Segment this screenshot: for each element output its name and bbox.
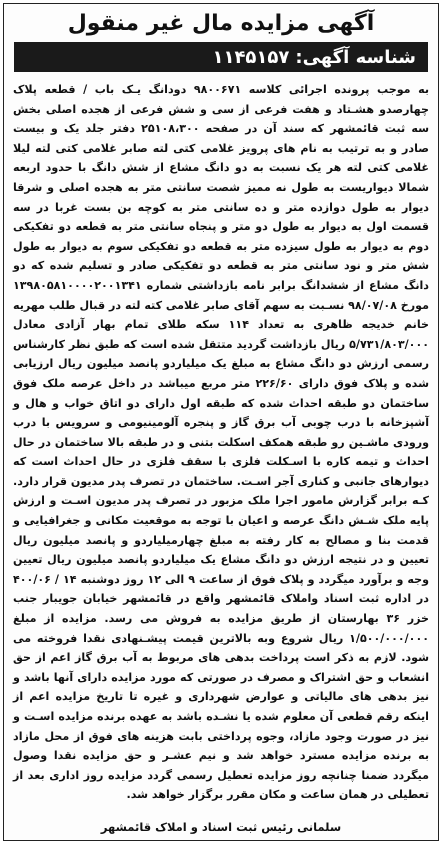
notice-id-label: شناسه آگهی:: [295, 46, 416, 68]
notice-id-value: ۱۱۴۵۱۵۷: [212, 46, 290, 68]
notice-body-paragraph: به موجب پرونده اجرائی کلاسه ۹۸۰۰۶۷۱ دودانگ یـک باب / قطعه پلاک چهارصدو هشـتاد و هفت فرعی از سی و شش فرعی از هجده اصلی بخش سه ثبت قائمشهر که سند آن در صفحه ۲۵۱۰۸،۳۰۰ دفتر جلد یک و بیست صادر و به ترتیب به نام های پرویز غلامی کتی لته صابر غلامی کتی لته لیلا غلامی کتی لته هر یک نسبت به دو دانگ مشاع از شش دانگ با حدود اربعه شمالا دیواریست به طول نه ممیز شصت سانتی متر به هجده اصلی و شرقا دیوار به طول دوازده متر و ده سانتی متر به کوچه بن بست غربا در سه قسمت اول به دیوار به طول دو متر و پنجاه سانتی متر به قطعه دو تفکیکی دوم به دیوار به طول سیزده متر به قطعه دو تفکیکی سوم به دیوار به طول شش متر و نود سانتی متر به قطعه دو تفکیکی صادر و تسلیم شده که دو دانگ مشاع از ششدانگ برابر نامه بازداشتی شماره ۱۳۹۸۰۵۸۱۰۰۰۰۲۰۰۱۳۴۱ مورخ ۹۸/۰۷/۰۸ نسـبت به سهم آقای صابر غلامی کته لته در قبال طلب مهریه خانم خدیجه ظاهری به تعداد ۱۱۴ سکه طلای تمام بهار آزادی معادل ۵/۷۳۱/۸۰۳/۰۰۰ ریال بازداشت گردید متتقل شده است که طبق نظر کارشناس رسمی ارزش دو دانگ مشاع به مبلغ یک میلیاردو پانصد میلیون ریال ارزیابی شده و پلاک فوق دارای ۲۲۶/۶۰ متر مربع میباشد در داخل عرصه ملک فوق ساختمان دو طبقه احداث شده که طبقه اول دارای دو اتاق خواب و هال و آشپزخانه با درب چوبی آب برق گاز و پنجره آلومینیومی و سرویس با درب ورودی ماشـین رو طبقه همکف اسکلت بتنی و در طبقه بالا ساختمان در حال احداث و تیمه کاره با اسـکلت فلزی با سقف فلزی در حال احداث است که دیوارهای جانبی و کناری آجر اسـت. ساختمان در تصرف پدر مدیون قرار دارد. کـه برابر گزارش مامور اجرا ملک مزبور در تصرف پدر مدیون اسـت و ارزش پایه ملک شـش دانگ عرصه و اعیان با توجه به موقعیت مکانی و جغرافیایی و قدمت بنا و مصالح به کار رفته به مبلغ چهارمیلیاردو و پانصد میلیون ریال تعیین و در نتیجه ارزش دو دانگ مشاع یک میلیاردو پانصد میلیون ریال تعیین وجه و برآورد میگردد و پلاک فوق از ساعت ۹ الی ۱۲ روز دوشنبه ۱۴ / ۴۰۰/۰۶ در اداره ثبت اسناد واملاک قائمشهر واقع در قائمشهر خیابان جویبار جنب خزر ۳۶ بهارستان از طریق مزایده به فروش می رسد. مزایده از مبلغ ۱/۵۰۰/۰۰۰/۰۰۰ ریال شروع وبه بالاترین قیمت پیشـنهادی نقدا فروخته می شود. لازم به ذکر است پرداخت بدهی های مربوط به آب برق گاز اعم از حق انشعاب و حق اشتراک و مصرف در صورتی که مورد مزایده دارای آنها باشد و نیز بدهی های مالیاتی و عوارض شهرداری و غیره تا تاریخ مزایده اعم از اینکه رقم قطعی آن معلوم شده یا نشـده باشد به عهده برنده مزایده اسـت و نیز در صورت وجود مازاد، وجوه پرداختی بابت هزینه های فوق از محل مازاد به برنده مزایده مسترد خواهد شد و نیم عشـر و حق مزایده نقدا وصول میگردد ضمنا چنانچه روز مزایده تعطیل رسمی گردد مزایده روز اداری بعد از تعطیلی در همان ساعت و مکان مقرر برگزار خواهد شد.: [13, 83, 430, 802]
notice-title: آگهی مزایده مال غیر منقول: [67, 11, 375, 36]
notice-id-bar: [14, 42, 428, 72]
notice-signature: سلمانی رئیس ثبت اسناد و املاک قائمشهر: [100, 820, 342, 834]
notice-body: [13, 80, 429, 805]
auction-notice: [3, 3, 439, 841]
